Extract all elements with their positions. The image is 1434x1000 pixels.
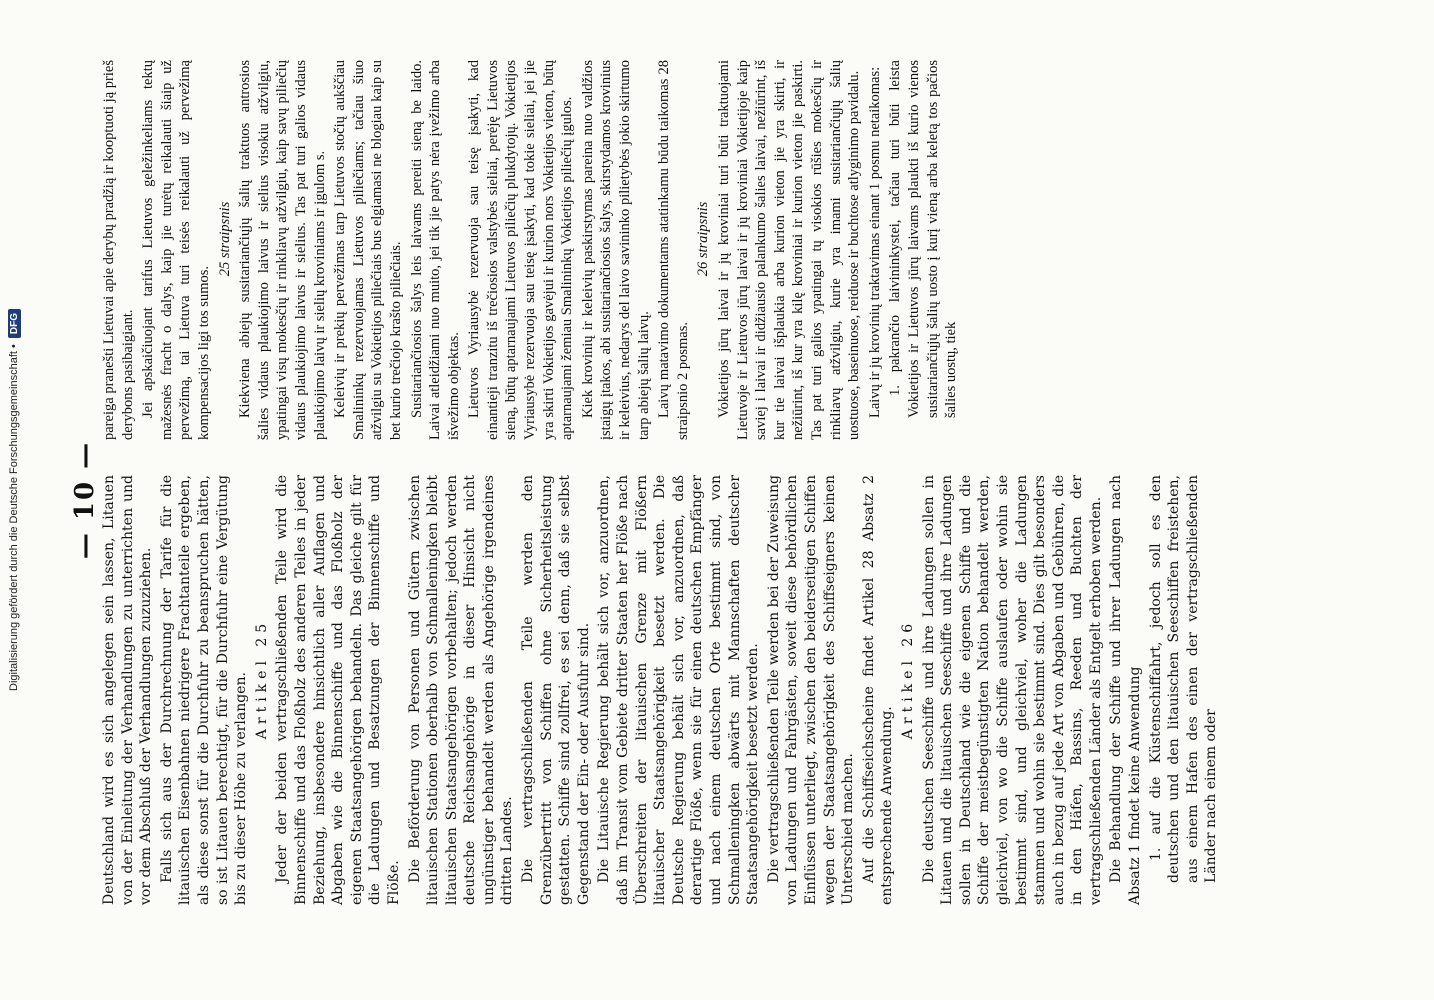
german-article-25-paragraph: Auf die Schiffseichscheine findet Artikel 28 Absatz 2 entsprechende Anwendung.: [860, 475, 896, 905]
lithuanian-article-26-paragraph: Laivų ir jų krovinių traktavimas einant 1 posmu netaikomas:: [866, 66, 883, 418]
german-intro-paragraph: Falls sich aus der Durchrechnung der Tarife für die litauischen Eisenbahnen niedrigere Frachtanteile ergeben, als diese sonst für die Durchfuhr zu beanspruchen hätten, so ist Litauen berechtigt, für die Durchfuhr eine Vergütung bis zu dieser Höhe zu verlangen.: [158, 475, 250, 905]
lithuanian-article-25-heading: 25 straipsnis: [216, 201, 233, 277]
german-article-26-list-item: 1. auf die Küstenschiffahrt, jedoch soll es den deutschen und den litauischen Seeschiffen freistehen, aus einem Hafen des einen der vertragschließenden Länder nach einem oder: [1147, 475, 1220, 883]
lithuanian-article-26-paragraph: Vokietijos jūrų laivai ir jų kroviniai turi būti traktuojami Lietuvoje ir Lietuvos jūrų laivai ir jų kroviniai Vokietijoje kaip saviej i laivai ir didžiausio palankumo šalies laivai, nežiūrint, iš kur tie laivai išplaukia arba kurion vieton jie yra skirti, ir nežiūrint, iš kur yra kilę kroviniai ir kurion vieton jie paskirti. Tas pat turi galios ypatingai tų visokios rūšies mokesčių ir rinkliavų atžvilgiu, kurie yra imami susitariančiųjų šalių uostuose, baseinuose, reiduose ir buchtose atlyginimo pavidalu.: [716, 60, 863, 440]
lithuanian-column: [100, 60, 1190, 440]
lithuanian-article-26-list-item: 1. pakrančio laivininkystei, tačiau turi būti leista Vokietijos ir Lietuvos jūrų laivams plaukti iš kurio vienos susitariančiųjų šalių uosto į kurį vieną arba keletą tos pačios šalies uostų, tiek: [887, 60, 960, 418]
german-article-25-paragraph: Die Beförderung von Personen und Gütern zwischen litauischen Stationen oberhalb von Schmalleningken bleibt litauischen Staatsangehörigen vorbehalten; jedoch werden deutsche Reichsangehörige in dieser Hinsicht nicht ungünstiger behandelt werden als Angehörige irgendeines dritten Landes.: [406, 475, 516, 905]
german-intro-paragraph: Deutschland wird es sich angelegen sein lassen, Litauen von der Einleitung der Verhandlungen zu unterrichten und vor dem Abschluß der Verhandlungen zuzuziehen.: [101, 475, 155, 905]
footer-text: Digitalisierung gefördert durch die Deutsche Forschungsgemeinschaft •: [8, 344, 20, 691]
lithuanian-article-25-paragraph: Lietuvos Vyriausybė rezervuoja sau teisę įsakyti, kad einantieji tranzitu iš trečiosios valstybės sieliai, perėję Lietuvos sieną, būtų aptarnaujami Lietuvos piliečių plukdytojų. Vokietijos Vyriausybė rezervuoja sau teisę įsakyti, kad tokie sieliai, jei jie yra skirti Vokietijos gavėjui ir kurion nors Vokietijos vieton, būtų aptarnaujami žemiau Smalininkų Vokietijos piliečių įgulos.: [466, 60, 576, 440]
lithuanian-article-25-paragraph: Kiek krovinių ir keleivių paskirstymas pareina nuo valdžios įstaigų įtakos, abi susitariančiosios šalys, skirstydamos krovinius ir keleivius, nedarys del laivo savininko pilietybės jokio skirtumo tarp abiejų šalių laivų.: [579, 60, 652, 440]
lithuanian-article-25-paragraph: Susitariančiosios šalys leis laivams pereiti sieną be laido. Laivai atleidžiami nuo muito, jei tik jie patys nėra įvežimo arba išvežimo objektas.: [408, 60, 462, 440]
german-article-26-paragraph: Die deutschen Seeschiffe und ihre Ladungen sollen in Litauen und die litauischen Seeschiffe und ihre Ladungen sollen in Deutschland wie die eigenen Schiffe und die Schiffe der meistbegünstigten Nation behandelt werden, gleichviel, von wo die Schiffe auslaufen oder wohin sie bestimmt sind, und gleichviel, woher die Ladungen stammen und wohin sie bestimmt sind. Dies gilt besonders auch in bezug auf jede Art von Abgaben und Gebühren, die in den Häfen, Bassins, Reeden und Buchten der vertragschließenden Länder als Entgelt erhoben werden.: [920, 475, 1104, 905]
german-article-26-heading: Artikel 26: [899, 618, 916, 740]
german-article-25-paragraph: Jeder der beiden vertragschließenden Teile wird die Binnenschiffe und das Floßholz des anderen Teiles in jeder Beziehung, insbesondere hinsichtlich aller Auflagen und Abgaben wie die Binnenschiffe und das Floßholz der eigenen Staatsangehörigen behandeln. Das gleiche gilt für die Ladungen und Besatzungen der Binnenschiffe und Flöße.: [274, 475, 402, 905]
lithuanian-article-25-paragraph: Keleivių ir prekių pervežimas tarp Lietuvos stočių aukščiau Smalininkų rezervuojamas Lietuvos piliečiams; tačiau šiuo atžvilgiu su Vokietijos piliečiais bus elgiamasi ne blogiau kaip su bet kurio trečiojo krašto piliečiais.: [332, 60, 404, 440]
lithuanian-article-25-paragraph: Kiekviena abiejų susitariančiųjų šalių traktuos antrosios šalies vidaus plaukiojimo laivus ir sielius visokiu atžvilgiu, ypatingai visų mokesčių ir rinkliavų atžvilgiu, kaip savų piliečių vidaus plaukiojimo laivus ir sielius. Tas pat turi galios vidaus plaukiojimo laivų ir sielių kroviniams ir įgulom s.: [237, 60, 328, 440]
german-article-25-heading: Artikel 25: [253, 618, 270, 740]
lithuanian-intro-paragraph: Jei apskaičiuojant tarifus Lietuvos geležinkeliams tektų mažesnės fracht o dalys, kaip jie turėtų reikalauti šiaip už pervežimą, tai Lietuva turi teisės reikalauti už pervežimą kompensacijos ligi tos sumos.: [140, 60, 212, 440]
german-column: [100, 475, 1220, 905]
german-article-25-paragraph: Die Litauische Regierung behält sich vor, anzuordnen, daß im Transit vom Gebiete dritter Staaten her Flöße nach Überschreiten der litauischen Grenze mit Flößern litauischer Staatsangehörigkeit besetzt werden. Die Deutsche Regierung behält sich vor, anzuordnen, daß derartige Flöße, wenn sie für einen deutschen Empfänger und nach einem deutschen Orte bestimmt sind, von Schmalleningken abwärts mit Mannschaften deutscher Staatsangehörigkeit besetzt werden.: [596, 475, 762, 905]
german-article-26-paragraph: Die Behandlung der Schiffe und ihrer Ladungen nach Absatz 1 findet keine Anwendung: [1108, 475, 1144, 905]
page-number: — 10 —: [70, 440, 100, 560]
lithuanian-intro-paragraph: pareiga pranešti Lietuvai apie derybų pradžią ir kooptuoti ją prieš derybons pasibaigiant.: [101, 60, 136, 440]
german-article-25-paragraph: Die vertragschließenden Teile werden den Grenzübertritt von Schiffen ohne Sicherheitsleistung gestatten. Schiffe sind zollfrei, es sei denn, daß sie selbst Gegenstand der Ein- oder Ausfuhr sind.: [520, 475, 592, 905]
lithuanian-article-25-paragraph: Laivų matavimo dokumentams atatinkamu būdu taikomas 28 straipsnio 2 posmas.: [656, 60, 691, 440]
lithuanian-article-26-heading: 26 straipsnis: [695, 201, 712, 277]
german-article-25-paragraph: Die vertragschließenden Teile werden bei der Zuweisung von Ladungen und Fahrgästen, soweit diese behördlichen Einflüssen unterliegt, zwischen den beiderseitigen Schiffen wegen der Staatsangehörigkeit des Schiffseigners keinen Unterschied machen.: [765, 475, 857, 905]
dfg-logo: DFG: [8, 309, 21, 338]
digitization-footer: [8, 0, 21, 1000]
